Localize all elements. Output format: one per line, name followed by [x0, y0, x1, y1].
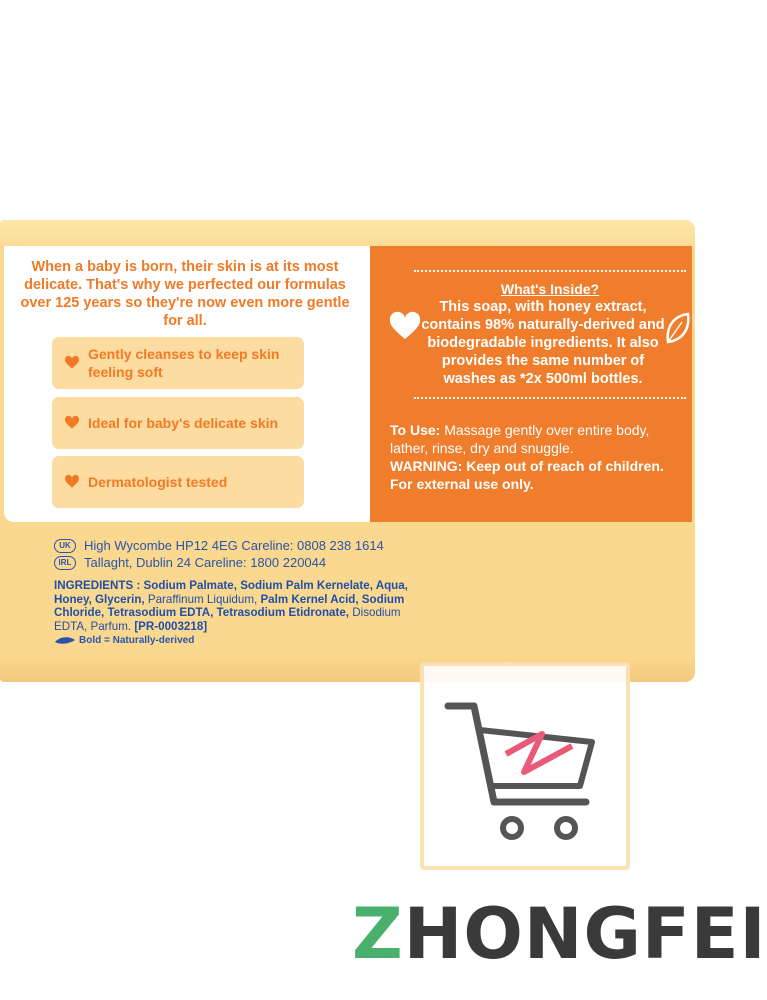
intro-text: When a baby is born, their skin is at its most delicate. That's why we perfected our formulas over 125 years so they're now even more gentle for all. [20, 259, 350, 329]
ingredients-code: [PR-0003218] [131, 619, 208, 633]
cart-icon [440, 690, 610, 850]
leaf-icon [664, 312, 690, 348]
benefit-label: Ideal for baby's delicate skin [88, 415, 279, 431]
whats-inside-text: This soap, with honey extract, contains 98% naturally-derived and biodegradable ingredients. It also provides the same number of washes as *2x 500ml bottles. [421, 299, 665, 387]
ingredients-normal: Disodium EDTA, Parfum. [54, 606, 401, 633]
warning-text: Keep out of reach of children. For external use only. [390, 458, 664, 492]
dotted-divider [414, 270, 686, 272]
dotted-divider [414, 397, 686, 399]
benefit-label: Dermatologist tested [88, 474, 228, 490]
benefit-pill [52, 337, 304, 389]
to-use-text: Massage gently over entire body, lather, rinse, dry and snuggle. [390, 422, 650, 456]
address-line-irl [54, 555, 326, 570]
box-top-edge [0, 220, 695, 246]
logo-text: HONGFEI [403, 893, 767, 975]
country-badge: UK [54, 539, 76, 553]
address-line-uk [54, 538, 384, 553]
benefit-pill [52, 397, 304, 449]
watermark-logo [352, 893, 767, 975]
heart-icon [390, 312, 420, 342]
address-text: Tallaght, Dublin 24 Careline: 1800 220044 [84, 555, 327, 570]
address-text: High Wycombe HP12 4EG Careline: 0808 238 1614 [84, 538, 384, 553]
ingredients-label: INGREDIENTS : [54, 579, 141, 592]
legend-text: Bold = Naturally-derived [79, 635, 195, 646]
heart-icon [65, 356, 79, 370]
ingredients-bold: Sodium Palmate, Sodium Palm Kernelate, Aqua, Honey, Glycerin, [54, 579, 408, 606]
usage-instructions [390, 421, 686, 493]
whats-inside-title: What's Inside? [500, 281, 600, 297]
benefit-label: Gently cleanses to keep skin feeling soft [88, 346, 280, 380]
heart-icon [65, 475, 79, 489]
swoosh-icon [54, 636, 76, 645]
legend [54, 635, 194, 646]
benefit-pill [52, 456, 304, 508]
to-use-label: To Use: [390, 422, 441, 438]
ingredients-list [54, 579, 422, 633]
warning-label: WARNING: [390, 458, 463, 474]
heart-icon [65, 416, 79, 430]
country-badge: IRL [54, 556, 76, 570]
ingredients-normal: Paraffinum Liquidum, [144, 592, 258, 606]
logo-z: Z [352, 893, 404, 975]
ingredients-bold: Palm Kernel Acid, Sodium Chloride, Tetrasodium EDTA, Tetrasodium Etidronate, [54, 592, 405, 619]
